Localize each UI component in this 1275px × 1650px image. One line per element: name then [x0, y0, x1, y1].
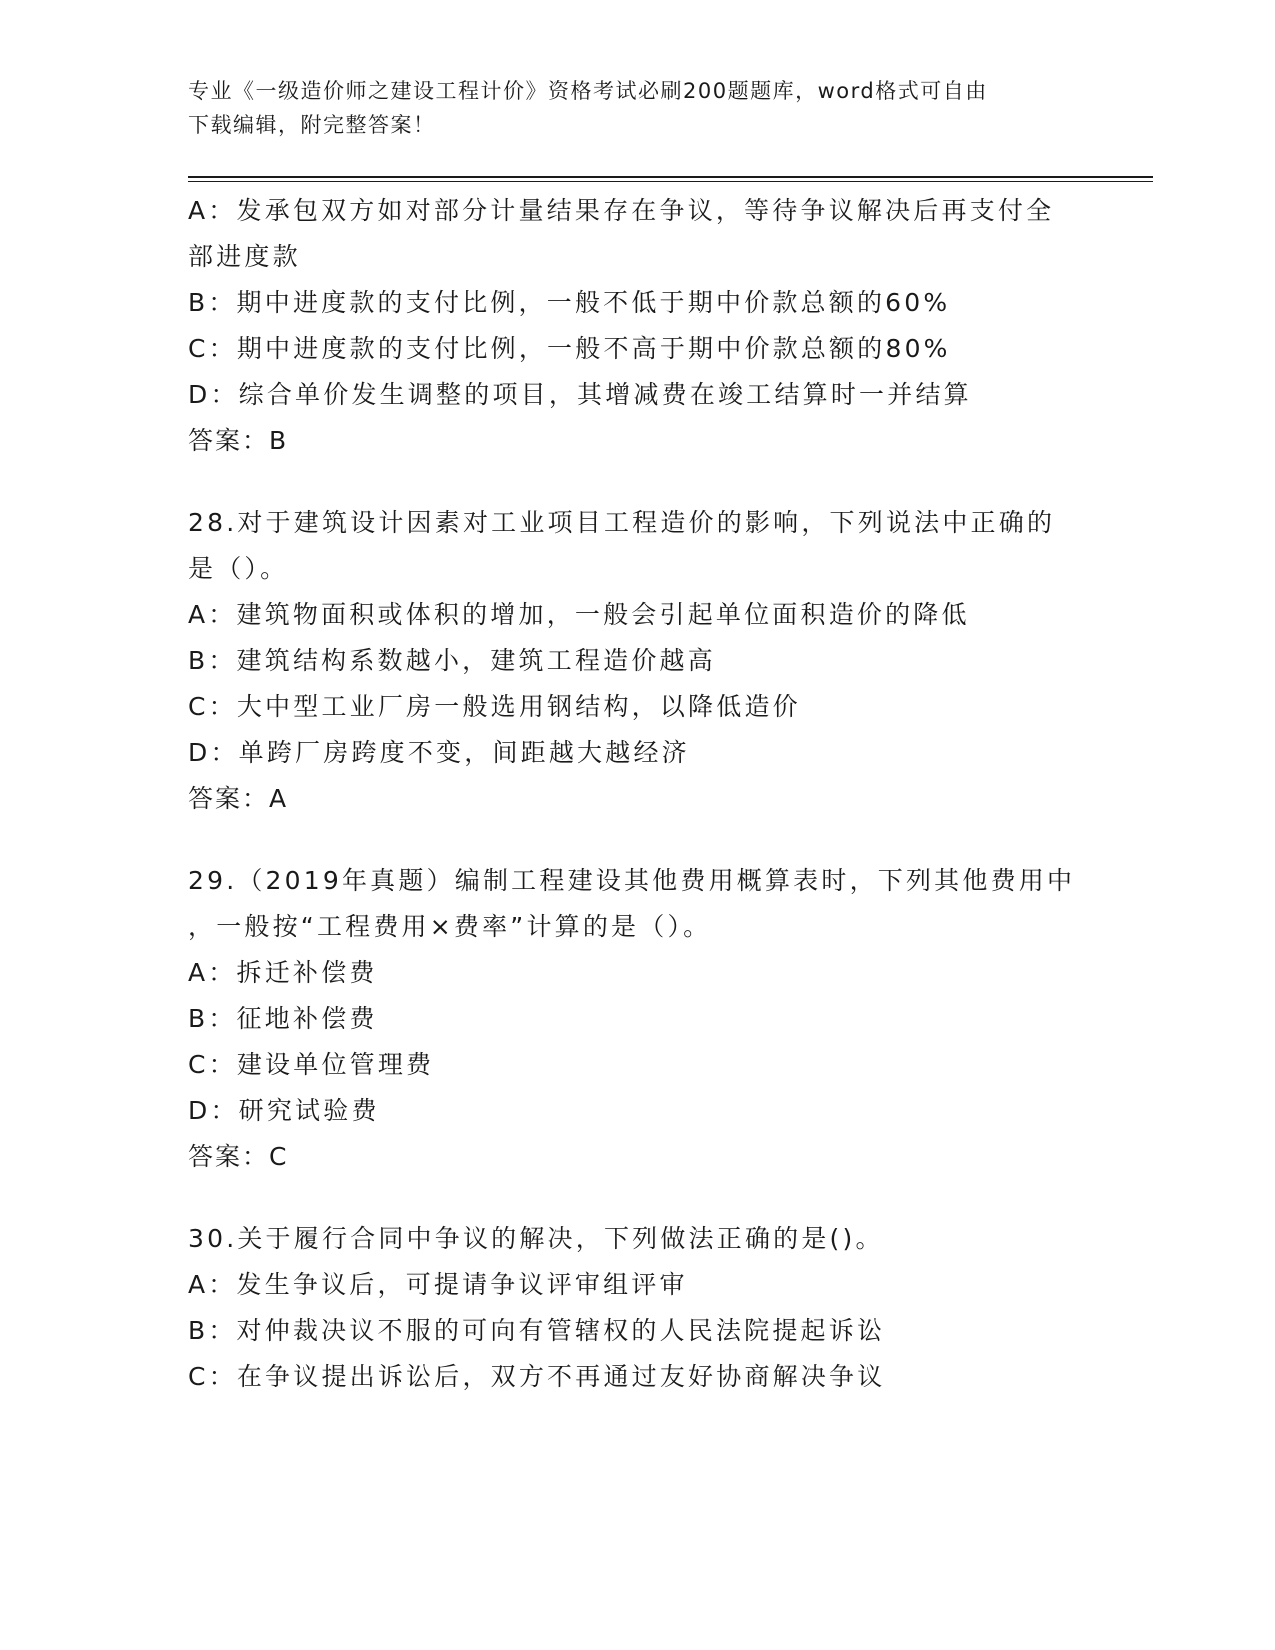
option-b: B：期中进度款的支付比例，一般不低于期中价款总额的60%: [188, 288, 951, 317]
question-stem-line-2: ，一般按“工程费用×费率”计算的是（）。: [188, 912, 712, 941]
option-d: D：研究试验费: [188, 1096, 380, 1125]
question-30: [188, 1216, 1088, 1400]
option-a: A：建筑物面积或体积的增加，一般会引起单位面积造价的降低: [188, 600, 970, 629]
option-c: C：期中进度款的支付比例，一般不高于期中价款总额的80%: [188, 334, 951, 363]
option-a: A：拆迁补偿费: [188, 958, 378, 987]
option-b: B：征地补偿费: [188, 1004, 378, 1033]
answer: 答案：C: [188, 1142, 289, 1171]
header-line-2: 下载编辑，附完整答案！: [188, 113, 436, 137]
spacer: [188, 822, 1088, 858]
option-d: D：综合单价发生调整的项目，其增减费在竣工结算时一并结算: [188, 380, 972, 409]
question-content: [188, 188, 1088, 1400]
spacer: [188, 464, 1088, 500]
header-line-1: 专业《一级造价师之建设工程计价》资格考试必刷200题题库，word格式可自由: [188, 79, 988, 103]
option-c: C：大中型工业厂房一般选用钢结构，以降低造价: [188, 692, 801, 721]
header-divider-thin: [188, 181, 1153, 182]
option-b: B：建筑结构系数越小，建筑工程造价越高: [188, 646, 716, 675]
question-stem-line-1: 29.（2019年真题）编制工程建设其他费用概算表时，下列其他费用中: [188, 866, 1076, 895]
question-stem-line-1: 28.对于建筑设计因素对工业项目工程造价的影响，下列说法中正确的: [188, 508, 1056, 537]
question-29: [188, 858, 1088, 1180]
option-a-line-1: A：发承包双方如对部分计量结果存在争议，等待争议解决后再支付全: [188, 196, 1055, 225]
option-a: A：发生争议后，可提请争议评审组评审: [188, 1270, 688, 1299]
header-divider-thick: [188, 176, 1153, 178]
question-stem-line-2: 是（）。: [188, 554, 289, 583]
question-27: [188, 188, 1088, 464]
option-c: C：在争议提出诉讼后，双方不再通过友好协商解决争议: [188, 1362, 886, 1391]
spacer: [188, 1180, 1088, 1216]
option-b: B：对仲裁决议不服的可向有管辖权的人民法院提起诉讼: [188, 1316, 886, 1345]
option-d: D：单跨厂房跨度不变，间距越大越经济: [188, 738, 690, 767]
document-header: [188, 74, 1088, 142]
answer: 答案：B: [188, 426, 289, 455]
answer: 答案：A: [188, 784, 289, 813]
question-28: [188, 500, 1088, 822]
option-a-line-2: 部进度款: [188, 242, 301, 271]
question-stem: 30.关于履行合同中争议的解决，下列做法正确的是()。: [188, 1224, 884, 1253]
option-c: C：建设单位管理费: [188, 1050, 435, 1079]
